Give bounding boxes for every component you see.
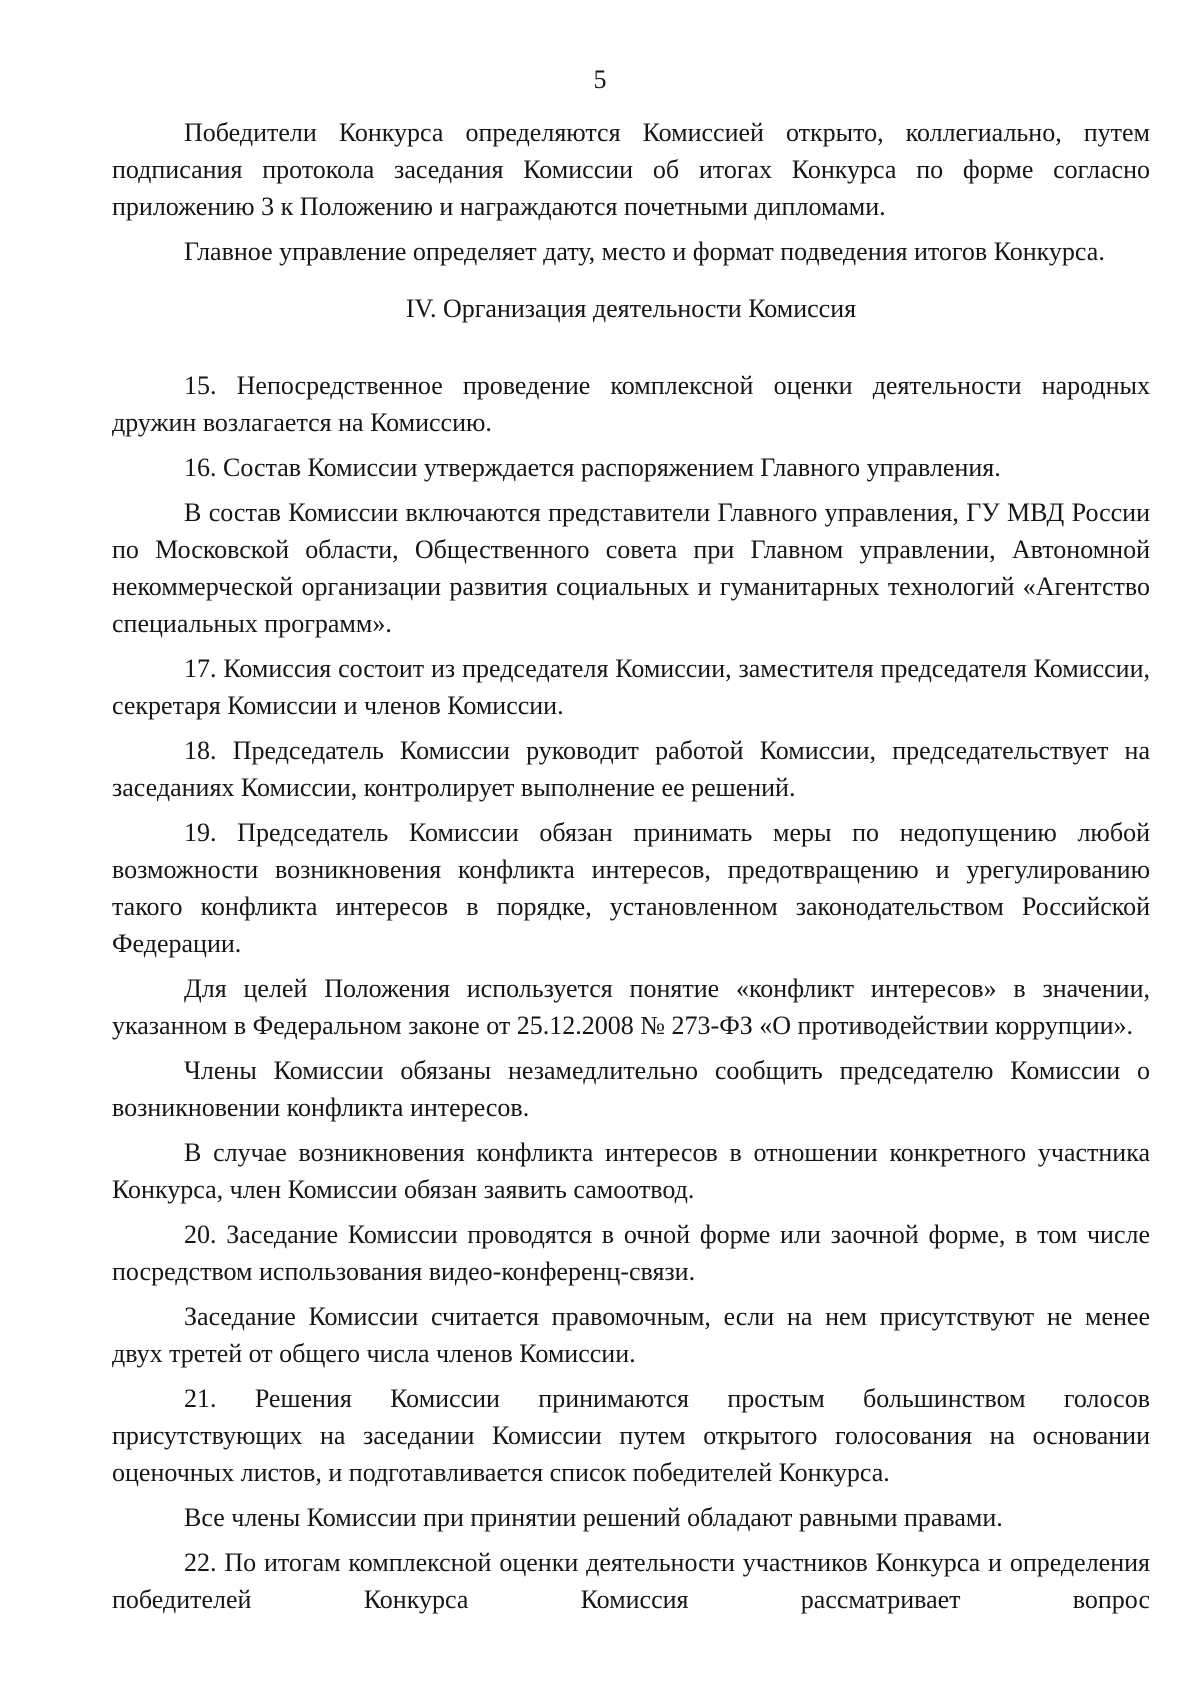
paragraph-results-date: Главное управление определяет дату, место и формат подведения итогов Конкурса.	[184, 237, 1105, 266]
page-number: 5	[593, 65, 607, 94]
paragraph-conflict-definition: Для целей Положения используется понятие «конфликт интересов» в значении, указанном в Федеральном законе от 25.12.2008 № 273-ФЗ «О противодействии коррупции».	[112, 974, 1150, 1040]
paragraph-winners-determination: Победители Конкурса определяются Комиссией открыто, коллегиально, путем подписания протокола заседания Комиссии об итогах Конкурса по форме согласно приложению 3 к Положению и награждаются почетными дипломами.	[112, 118, 1150, 221]
section-title: IV. Организация деятельности Комиссия	[405, 294, 857, 323]
paragraph-item-16: 16. Состав Комиссии утверждается распоряжением Главного управления.	[184, 453, 1001, 482]
paragraph-item-19: 19. Председатель Комиссии обязан принимать меры по недопущению любой возможности возникновения конфликта интересов, предотвращению и урегулированию такого конфликта интересов в порядке, установленном законодательством Российской Федерации.	[112, 818, 1150, 958]
document-body	[112, 114, 1150, 1626]
paragraph-item-18: 18. Председатель Комиссии руководит работой Комиссии, председательствует на заседаниях Комиссии, контролирует выполнение ее решений.	[112, 736, 1150, 802]
paragraph-item-21: 21. Решения Комиссии принимаются простым большинством голосов присутствующих на заседании Комиссии путем открытого голосования на основании оценочных листов, и подготавливается список победителей Конкурса.	[112, 1384, 1150, 1487]
paragraph-item-22: 22. По итогам комплексной оценки деятельности участников Конкурса и определения победителей Конкурса Комиссия рассматривает вопрос	[112, 1548, 1150, 1614]
paragraph-item-20: 20. Заседание Комиссии проводятся в очной форме или заочной форме, в том числе посредством использования видео-конференц-связи.	[112, 1220, 1150, 1286]
paragraph-conflict-report: Члены Комиссии обязаны незамедлительно сообщить председателю Комиссии о возникновении конфликта интересов.	[112, 1056, 1150, 1122]
paragraph-equal-rights: Все члены Комиссии при принятии решений обладают равными правами.	[184, 1503, 1003, 1532]
paragraph-self-recusal: В случае возникновения конфликта интересов в отношении конкретного участника Конкурса, член Комиссии обязан заявить самоотвод.	[112, 1138, 1150, 1204]
paragraph-quorum: Заседание Комиссии считается правомочным, если на нем присутствуют не менее двух третей от общего числа членов Комиссии.	[112, 1302, 1150, 1368]
paragraph-commission-membership: В состав Комиссии включаются представители Главного управления, ГУ МВД России по Московской области, Общественного совета при Главном управлении, Автономной некоммерческой организации развития социальных и гуманитарных технологий «Агентство специальных программ».	[112, 498, 1150, 638]
paragraph-item-17: 17. Комиссия состоит из председателя Комиссии, заместителя председателя Комиссии, секретаря Комиссии и членов Комиссии.	[112, 654, 1150, 720]
paragraph-item-15: 15. Непосредственное проведение комплексной оценки деятельности народных дружин возлагается на Комиссию.	[112, 371, 1150, 437]
